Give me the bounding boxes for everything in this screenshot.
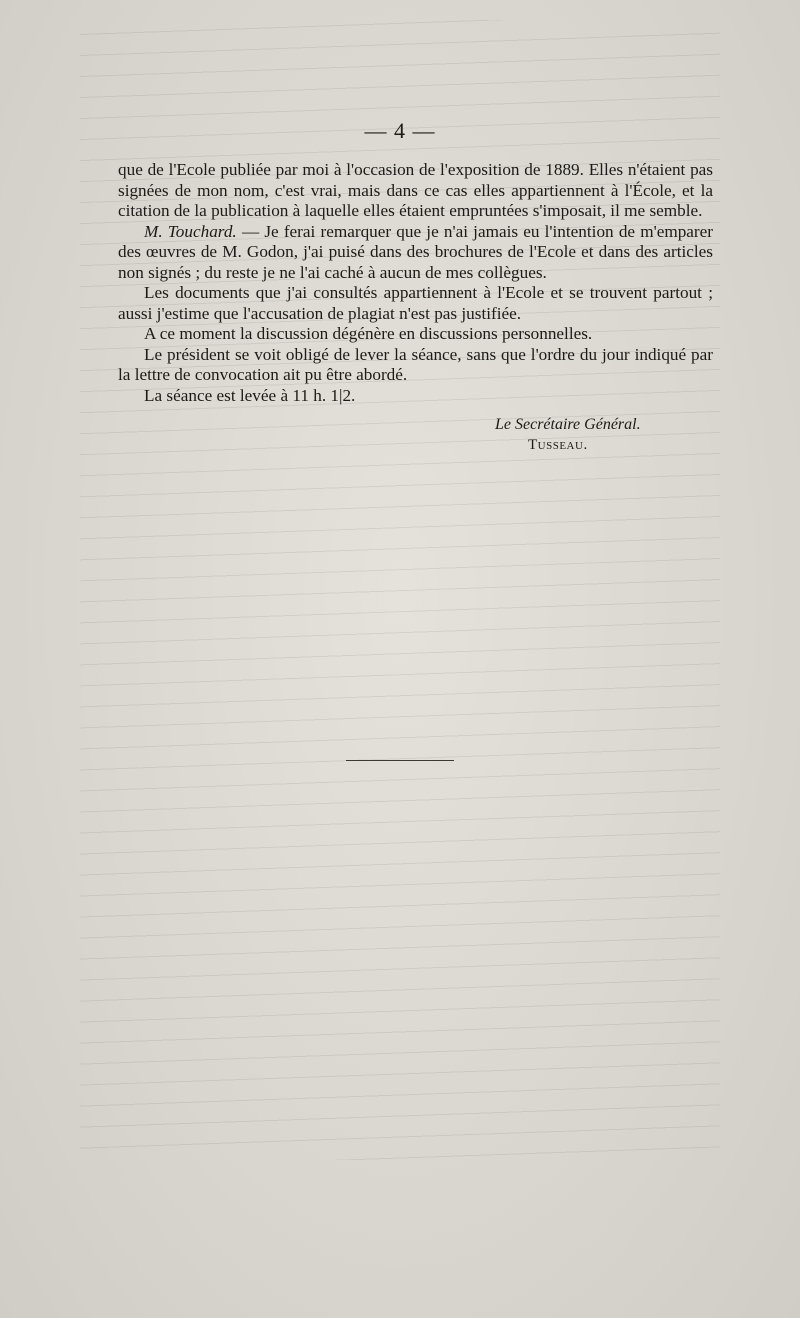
- paragraph-2: [118, 222, 713, 284]
- speaker-name: M. Touchard.: [144, 221, 237, 241]
- paragraph-6: La séance est levée à 11 h. 1|2.: [144, 385, 356, 405]
- page-number: — 4 —: [364, 118, 436, 143]
- closing-rule: [346, 760, 454, 761]
- paragraph-5: Le président se voit obligé de lever la séance, sans que l'ordre du jour indiqué par la lettre de convocation ait pu être abordé.: [118, 344, 713, 384]
- body-text: [118, 160, 713, 406]
- signature-name: Tusseau.: [528, 437, 588, 453]
- paragraph-2-text: — Je ferai remarquer que je n'ai jamais eu l'intention de m'emparer des œuvres de M. Godon, j'ai puisé dans des brochures de l'Ecole et dans des articles non signés ; du reste je ne l'ai caché à aucun de mes collègues.: [118, 221, 713, 282]
- paragraph-1: que de l'Ecole publiée par moi à l'occasion de l'exposition de 1889. Elles n'étaient pas signées de mon nom, c'est vrai, mais dans ce cas elles appartiennent à l'École, et la citation de la publication à laquelle elles étaient empruntées s'imposait, il me semble.: [118, 160, 713, 220]
- signature-title: Le Secrétaire Général.: [495, 416, 641, 433]
- paragraph-3: Les documents que j'ai consultés appartiennent à l'Ecole et se trouvent partout ; aussi j'estime que l'accusation de plagiat n'est pas justifiée.: [118, 283, 713, 323]
- paragraph-4: A ce moment la discussion dégénère en discussions personnelles.: [144, 324, 593, 343]
